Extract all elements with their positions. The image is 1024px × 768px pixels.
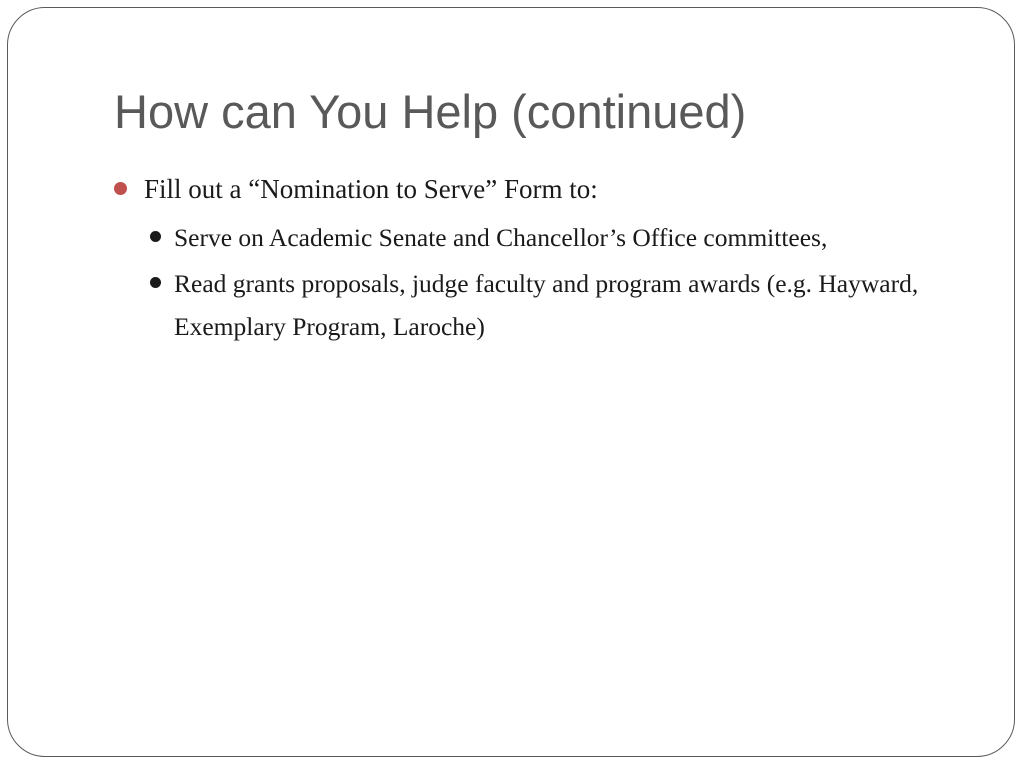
sub-bullet-item [148,216,974,259]
sub-bullet-list [148,216,974,348]
slide-content [114,170,974,351]
bullet-dot-icon [114,182,127,195]
bullet-text: Fill out a “Nomination to Serve” Form to: [144,174,598,204]
sub-bullet-text: Read grants proposals, judge faculty and program awards (e.g. Hayward, Exemplary Program, Laroche) [174,269,919,341]
sub-bullet-dot-icon [150,231,161,242]
sub-bullet-item [148,262,974,348]
slide-title: How can You Help (continued) [114,85,747,138]
bullet-item [114,170,974,208]
sub-bullet-text: Serve on Academic Senate and Chancellor’s Office committees, [174,223,828,252]
sub-bullet-dot-icon [150,277,161,288]
